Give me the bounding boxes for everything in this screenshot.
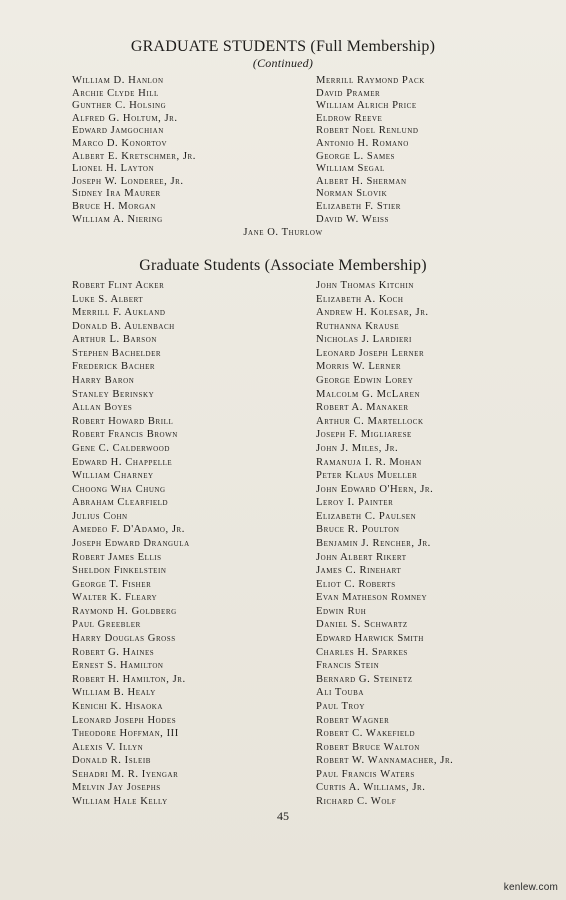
name-entry: David Pramer [316,87,381,99]
name-entry: Robert James Ellis [72,551,162,563]
name-entry: Gene C. Calderwood [72,442,170,454]
name-entry: Eliot C. Roberts [316,578,396,590]
name-entry: Joseph F. Migliarese [316,429,412,441]
name-entry: Leonard Joseph Hodes [72,714,177,726]
name-entry: Elizabeth F. Stier [316,200,402,212]
full-membership-list-left [72,75,196,226]
associate-membership-heading: Graduate Students (Associate Membership) [139,257,427,274]
name-entry: William Segal [316,163,385,175]
name-entry: Robert Howard Brill [72,415,174,427]
name-entry: Stanley Berinsky [72,388,155,400]
name-entry: Robert Francis Brown [72,429,178,441]
name-entry: Robert Wagner [316,714,390,726]
name-entry: Albert E. Kretschmer, Jr. [72,150,196,162]
name-entry: John Edward O'Hern, Jr. [316,483,434,495]
name-entry: Alfred G. Holtum, Jr. [72,112,178,124]
name-entry: John J. Miles, Jr. [316,442,399,454]
continued-label: (Continued) [252,56,314,70]
name-entry: Donald R. Isleib [72,755,151,767]
name-entry: James C. Rinehart [316,565,402,577]
name-entry: Francis Stein [316,660,380,672]
page-number: 45 [277,809,289,823]
name-entry: Sheldon Finkelstein [72,565,167,577]
name-entry: Malcolm G. McLaren [316,388,421,400]
name-entry: Ruthanna Krause [316,320,400,332]
name-entry: William D. Hanlon [72,75,164,86]
name-entry: Edward H. Chappelle [72,456,173,468]
name-entry: Robert Noel Renlund [316,125,419,137]
full-membership-list-right [316,75,425,226]
name-entry: Raymond H. Goldberg [72,605,177,617]
name-entry: Benjamin J. Rencher, Jr. [316,537,431,549]
name-entry: Theodore Hoffman, III [72,728,179,740]
name-entry: Marco D. Konortov [72,137,168,149]
name-entry: Sidney Ira Maurer [72,188,161,200]
name-entry: Robert H. Hamilton, Jr. [72,673,186,685]
name-entry: Ernest S. Hamilton [72,660,164,672]
name-entry: Kenichi K. Hisaoka [72,700,163,712]
name-entry: Choong Wha Chung [72,483,166,495]
associate-membership-list-left [72,279,190,809]
name-entry: John Thomas Kitchin [316,280,414,291]
name-entry: Ali Touba [316,687,364,699]
name-entry: Edwin Ruh [316,605,367,617]
name-entry: Curtis A. Williams, Jr. [316,782,426,794]
name-entry: Bruce H. Morgan [72,200,156,212]
full-membership-centered-name: Jane O. Thurlow [243,227,323,238]
name-entry: William Charney [72,470,154,482]
name-entry: Norman Slovik [316,188,388,200]
name-entry: Abraham Clearfield [72,497,169,509]
name-entry: Donald B. Aulenbach [72,320,175,332]
name-entry: Archie Clyde Hill [72,87,159,99]
name-entry: Harry Douglas Gross [72,633,176,645]
name-entry: Allan Boyes [72,402,133,414]
name-entry: Bernard G. Steinetz [316,673,413,685]
name-entry: Paul Greebler [72,619,141,631]
name-entry: William Alrich Price [316,100,417,112]
name-entry: Julius Cohn [72,510,128,522]
name-entry: Gunther C. Holsing [72,100,167,112]
name-entry: Robert Bruce Walton [316,741,420,753]
name-entry: Joseph W. Londeree, Jr. [72,175,184,187]
name-entry: Edward Jamgochian [72,125,164,137]
name-entry: Robert G. Haines [72,646,155,658]
name-entry: Merrill Raymond Pack [316,75,425,86]
name-entry: Richard C. Wolf [316,795,397,807]
name-entry: Joseph Edward Drangula [72,537,190,549]
name-entry: Paul Troy [316,700,365,712]
name-entry: Melvin Jay Josephs [72,782,161,794]
name-entry: Lionel H. Layton [72,163,155,175]
name-entry: John Albert Rikert [316,551,407,563]
name-entry: Robert Flint Acker [72,280,165,291]
name-entry: William Hale Kelly [72,795,168,807]
name-entry: Peter Klaus Mueller [316,470,418,482]
name-entry: Edward Harwick Smith [316,633,424,645]
name-entry: Merrill F. Aukland [72,307,166,319]
name-entry: George Edwin Lorey [316,375,414,387]
name-entry: Frederick Bacher [72,361,156,373]
name-entry: Evan Matheson Romney [316,592,428,604]
name-entry: Daniel S. Schwartz [316,619,408,631]
associate-membership-list-right [316,279,453,809]
name-entry: Eldrow Reeve [316,112,383,124]
name-entry: Sehadri M. R. Iyengar [72,768,179,780]
name-entry: Paul Francis Waters [316,768,415,780]
name-entry: Robert W. Wannamacher, Jr. [316,755,454,767]
name-entry: Leonard Joseph Lerner [316,347,425,359]
name-entry: Robert C. Wakefield [316,728,416,740]
name-entry: Amedeo F. D'Adamo, Jr. [72,524,185,536]
name-entry: David W. Weiss [316,213,389,225]
name-entry: Bruce R. Poulton [316,524,400,536]
name-entry: Alexis V. Illyn [72,741,144,753]
name-entry: Stephen Bachelder [72,347,162,359]
name-entry: George L. Sames [316,150,395,162]
name-entry: George T. Fisher [72,578,152,590]
name-entry: Leroy I. Painter [316,497,394,509]
name-entry: Elizabeth A. Koch [316,293,404,305]
name-entry: William B. Healy [72,687,156,699]
name-entry: Luke S. Albert [72,293,144,305]
name-entry: Albert H. Sherman [316,175,407,187]
name-entry: Arthur C. Martellock [316,415,424,427]
name-entry: Ramanuja I. R. Mohan [316,456,422,468]
name-entry: Antonio H. Romano [316,137,409,149]
name-entry: Walter K. Fleary [72,592,158,604]
name-entry: Harry Baron [72,375,135,387]
name-entry: Elizabeth C. Paulsen [316,510,417,522]
name-entry: Nicholas J. Lardieri [316,334,412,346]
name-entry: Andrew H. Kolesar, Jr. [316,307,429,319]
name-entry: Arthur L. Barson [72,334,157,346]
name-entry: Morris W. Lerner [316,361,402,373]
name-entry: William A. Niering [72,213,163,225]
full-membership-heading: GRADUATE STUDENTS (Full Membership) [130,38,436,55]
name-entry: Robert A. Manaker [316,402,409,414]
name-entry: Charles H. Sparkes [316,646,408,658]
watermark: kenlew.com [503,882,558,893]
